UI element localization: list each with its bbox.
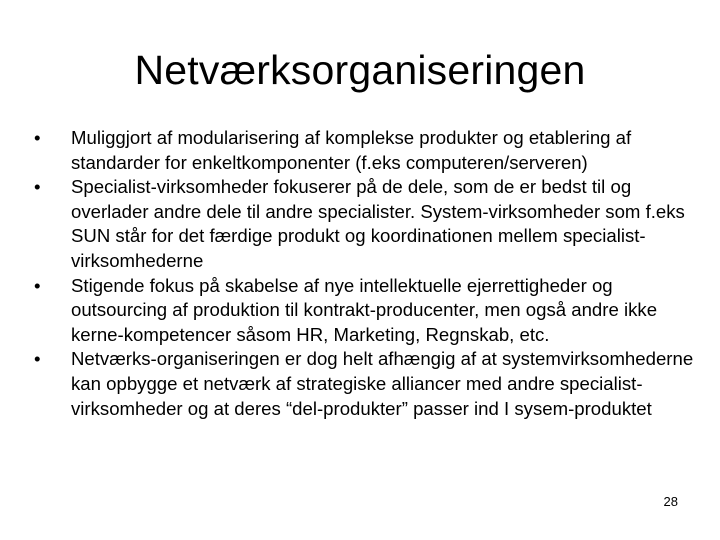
bullet-text: Netværks-organiseringen er dog helt afhængig af at systemvirksomhederne kan opbygge et netværk af strategiske alliancer med andre specialist-virksomheder og at deres “del-produkter” passer ind I sysem-produktet xyxy=(71,348,694,419)
page-number: 28 xyxy=(663,494,678,509)
bullet-list xyxy=(34,126,694,421)
bullet-item xyxy=(34,347,694,421)
bullet-item xyxy=(34,175,694,273)
bullet-dot-icon: • xyxy=(34,127,41,148)
bullet-text: Stigende fokus på skabelse af nye intellektuelle ejerrettigheder og outsourcing af produktion til kontrakt-producenter, men også andre ikke kerne-kompetencer såsom HR, Marketing, Regnskab, etc. xyxy=(71,274,658,345)
bullet-dot-icon: • xyxy=(34,348,41,370)
slide-title: Netværksorganiseringen xyxy=(134,47,586,93)
bullet-item xyxy=(34,126,694,175)
bullet-dot-icon: • xyxy=(34,274,41,296)
bullet-item xyxy=(34,274,694,348)
bullet-text: Specialist-virksomheder fokuserer på de dele, som de er bedst til og overlader andre dele til andre specialister. System-virksomheder som f.eks SUN står for det færdige produkt og koordinationen mellem specialist-virksomhederne xyxy=(71,176,685,271)
bullet-text: Muliggjort af modularisering af komplekse produkter og etablering af standarder for enkeltkomponenter (f.eks computeren/serveren) xyxy=(71,127,632,173)
bullet-dot-icon: • xyxy=(34,176,41,198)
